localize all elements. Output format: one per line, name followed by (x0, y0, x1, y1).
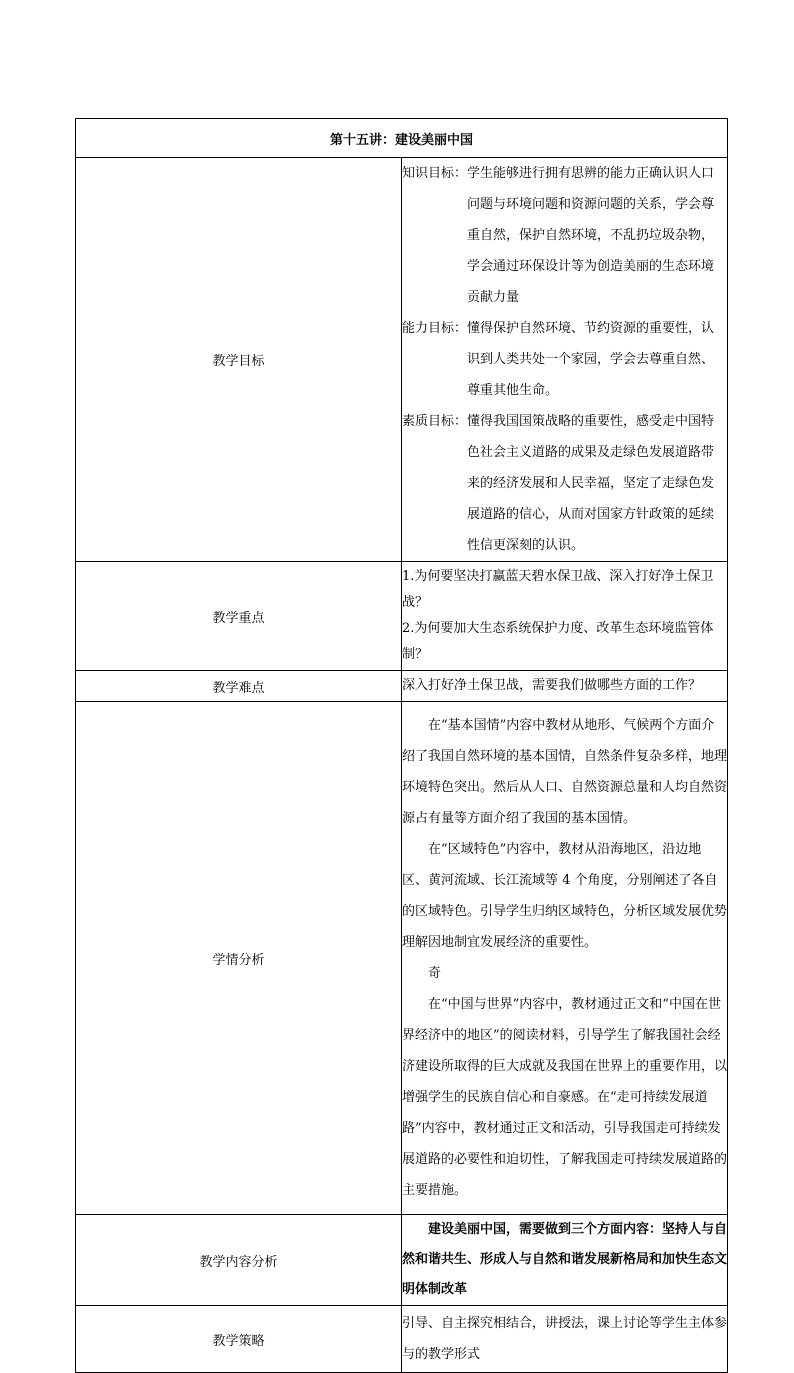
analysis-row (76, 702, 728, 1215)
analysis-content (402, 702, 728, 1215)
strategy-content: 引导、自主探究相结合，讲授法，课上讨论等学生主体参与的教学形式 (402, 1306, 728, 1373)
key-points-row (76, 562, 728, 671)
key-points-label: 教学重点 (76, 562, 402, 671)
ability-goal-label: 能力目标： (402, 321, 468, 336)
title-row (76, 119, 728, 158)
quality-goal-label: 素质目标： (402, 414, 468, 429)
content-analysis-content (402, 1215, 728, 1306)
strategy-label: 教学策略 (76, 1306, 402, 1373)
key-points-content (402, 562, 728, 671)
analysis-paragraph: 在“区域特色”内容中，教材从沿海地区，沿边地区、黄河流域、长江流域等 4 个角度，分别阐述了各自的区域特色。引导学生归纳区域特色，分析区域发展优势理解因地制宜发展经济的重要性。 (402, 842, 728, 950)
difficulties-label: 教学难点 (76, 671, 402, 702)
key-point-item: 1.为何要坚决打赢蓝天碧水保卫战、深入打好净土保卫战？ (402, 569, 714, 610)
knowledge-goal (402, 158, 727, 313)
goals-content (402, 158, 728, 562)
analysis-paragraph: 在“基本国情”内容中教材从地形、气候两个方面介绍了我国自然环境的基本国情，自然条件复杂多样，地理环境特色突出。然后从人口、自然资源总量和人均自然资源占有量等方面介绍了我国的基本国情。 (402, 718, 728, 826)
knowledge-goal-label: 知识目标： (402, 166, 468, 181)
quality-goal-text: 懂得我国国策战略的重要性，感受走中国特色社会主义道路的成果及走绿色发展道路带来的经济发展和人民幸福，坚定了走绿色发展道路的信心，从而对国家方针政策的延续性信更深刻的认识。 (467, 414, 715, 553)
ability-goal-text: 懂得保护自然环境、节约资源的重要性，认识到人类共处一个家园，学会去尊重自然、尊重其他生命。 (467, 321, 715, 398)
lesson-plan-table (75, 118, 728, 1373)
goals-label: 教学目标 (76, 158, 402, 562)
ability-goal (402, 313, 727, 406)
content-analysis-row (76, 1215, 728, 1306)
quality-goal (402, 406, 727, 561)
goals-row (76, 158, 728, 562)
analysis-paragraph: 奇 (428, 966, 442, 981)
difficulties-row (76, 671, 728, 702)
strategy-row (76, 1306, 728, 1373)
content-analysis-text: 建设美丽中国，需要做到三个方面内容：坚持人与自然和谐共生、形成人与自然和谐发展新格局和加快生态文明体制改革 (402, 1222, 728, 1297)
lesson-title: 第十五讲：建设美丽中国 (76, 119, 728, 158)
analysis-label: 学情分析 (76, 702, 402, 1215)
analysis-paragraph: 在“中国与世界”内容中，教材通过正文和“中国在世界经济中的地区”的阅读材料，引导学生了解我国社会经济建设所取得的巨大成就及我国在世界上的重要作用，以增强学生的民族自信心和自豪感。在“走可持续发展道路”内容中，教材通过正文和活动，引导我国走可持续发展道路的必要性和迫切性，了解我国走可持续发展道路的主要措施。 (402, 997, 728, 1198)
key-point-item: 2.为何要加大生态系统保护力度、改革生态环境监管体制？ (402, 621, 714, 662)
difficulties-content: 深入打好净土保卫战，需要我们做哪些方面的工作？ (402, 671, 728, 702)
content-analysis-label: 教学内容分析 (76, 1215, 402, 1306)
knowledge-goal-text: 学生能够进行拥有思辨的能力正确认识人口问题与环境问题和资源问题的关系，学会尊重自然，保护自然环境，不乱扔垃圾杂物，学会通过环保设计等为创造美丽的生态环境贡献力量 (467, 166, 715, 305)
